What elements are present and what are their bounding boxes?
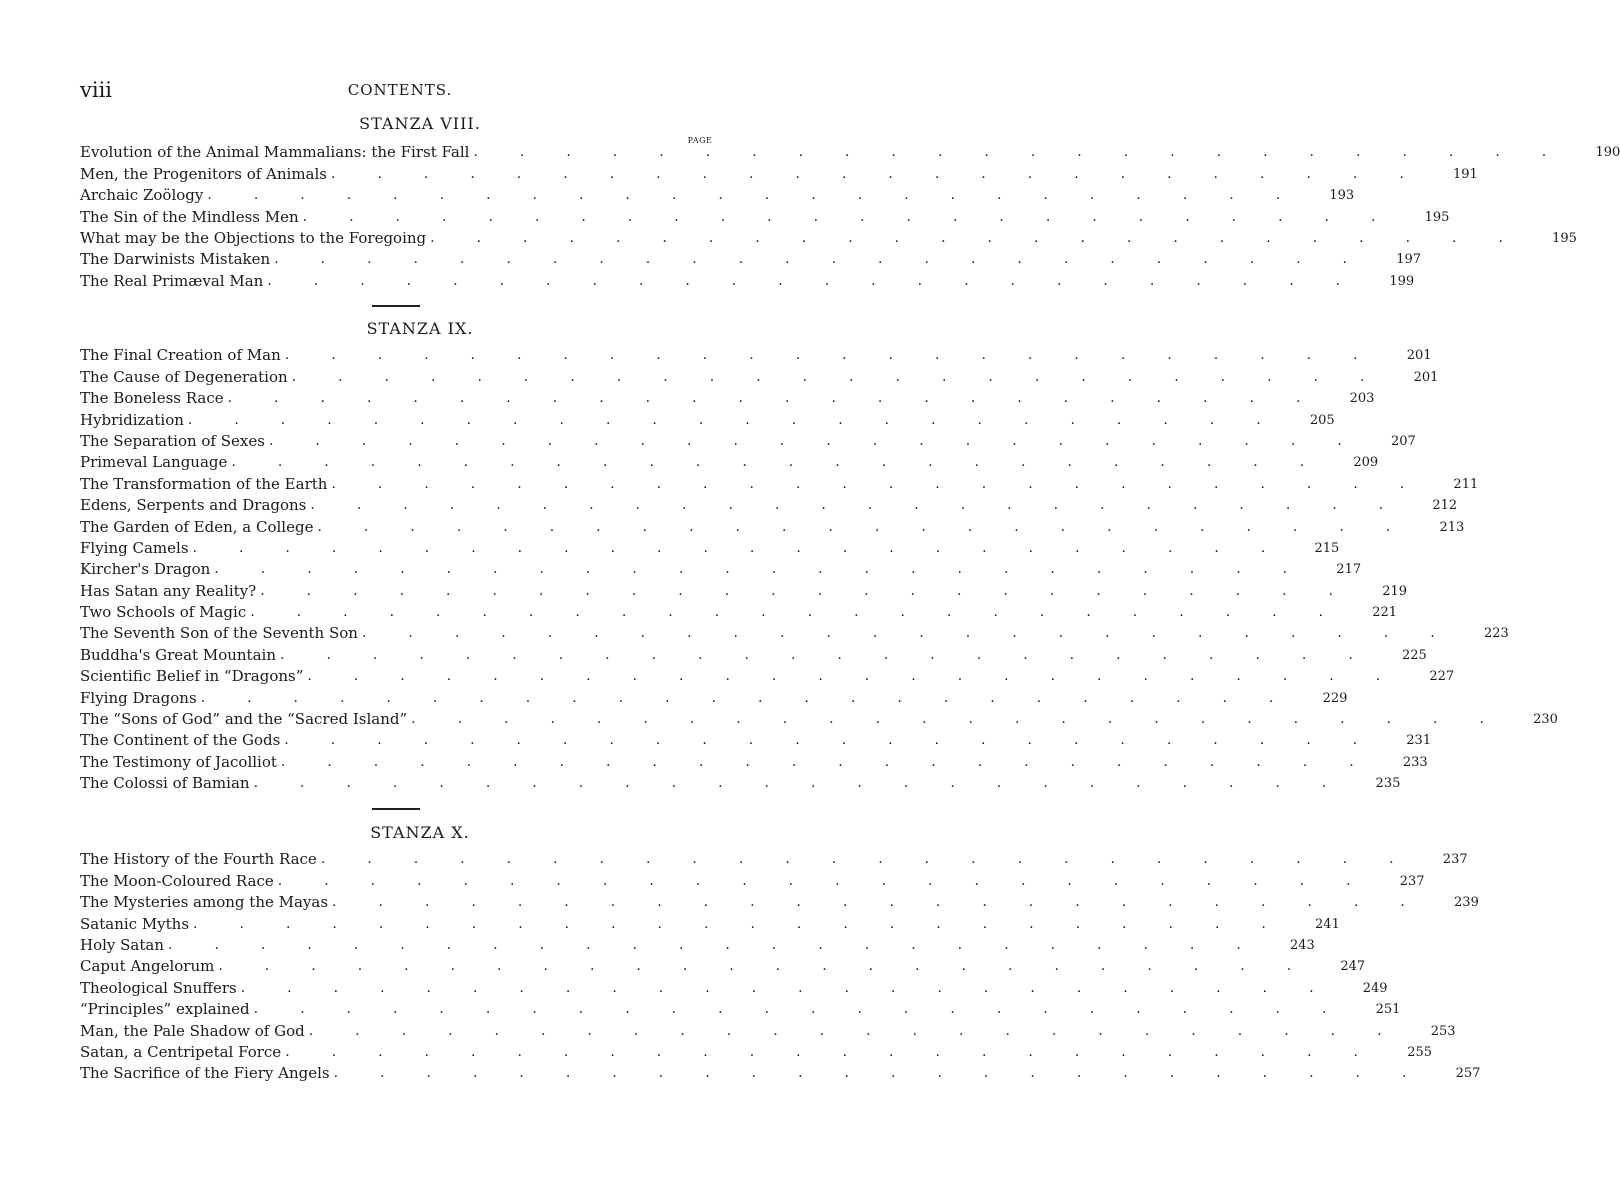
- toc-entry-title: The Boneless Race: [80, 389, 228, 408]
- toc-entry-title: The Mysteries among the Mayas: [80, 893, 332, 912]
- toc-entry-title: The Garden of Eden, a College: [80, 518, 317, 537]
- toc-entry-title: Satanic Myths: [80, 915, 193, 934]
- toc-entry-title: Men, the Progenitors of Animals: [80, 165, 331, 184]
- running-title: CONTENTS.: [347, 81, 453, 99]
- toc-entry-title: Holy Satan: [80, 936, 168, 955]
- toc-entry-page: 247: [1340, 959, 1366, 975]
- page-number: viii: [80, 78, 113, 102]
- dot-leader: ........................: [231, 454, 1347, 471]
- toc-entry-page: 215: [1314, 540, 1340, 556]
- toc-entry-page: 197: [1396, 252, 1422, 268]
- toc-entry-title: Flying Camels: [80, 539, 193, 558]
- toc-entry: [80, 494, 1458, 515]
- toc-entry-page: 191: [1452, 166, 1478, 182]
- toc-entry-title: Two Schools of Magic: [80, 603, 250, 622]
- dot-leader: ........................: [317, 518, 1433, 535]
- toc-entry: [80, 891, 1479, 912]
- toc-entry: [80, 998, 1401, 1019]
- dot-leader: ........................: [331, 475, 1447, 492]
- toc-entry-page: 193: [1329, 188, 1355, 204]
- toc-entry-title: The Testimony of Jacolliot: [80, 753, 281, 772]
- toc-entry-title: Buddha's Great Mountain: [80, 646, 280, 665]
- toc-entry-title: Satan, a Centripetal Force: [80, 1043, 285, 1062]
- toc-entry: [80, 558, 1362, 579]
- dot-leader: ........................: [193, 915, 1308, 932]
- toc-entry-page: 211: [1453, 476, 1479, 492]
- toc-entry: [80, 665, 1455, 686]
- toc-entry-page: 213: [1439, 519, 1465, 535]
- toc-entry-page: 205: [1309, 412, 1335, 428]
- toc-entry-page: 229: [1322, 690, 1348, 706]
- toc-entry: [80, 708, 1558, 729]
- toc-entry-title: The Moon-Coloured Race: [80, 872, 278, 891]
- toc-entry: [80, 686, 1348, 707]
- toc-entry-title: The Final Creation of Man: [80, 346, 285, 365]
- toc-entry-page: 209: [1353, 455, 1379, 471]
- toc-entry-title: Primeval Language: [80, 453, 231, 472]
- dot-leader: ........................: [302, 208, 1418, 225]
- dot-leader: ........................: [411, 711, 1526, 728]
- toc-entry: [80, 976, 1388, 997]
- toc-entry: [80, 515, 1465, 536]
- toc-entry-page: 253: [1430, 1023, 1456, 1039]
- toc-entry-page: 195: [1424, 209, 1450, 225]
- dot-leader: ........................: [253, 1001, 1369, 1018]
- dot-leader: ........................: [430, 229, 1545, 246]
- toc-entry-title: The Cause of Degeneration: [80, 368, 292, 387]
- toc-list: [80, 848, 1481, 1083]
- dot-leader: ........................: [253, 775, 1369, 792]
- toc-list: [80, 141, 1620, 291]
- toc-entry-title: What may be the Objections to the Foregoing: [80, 229, 430, 248]
- toc-entry-title: Theological Snuffers: [80, 979, 241, 998]
- toc-entry: [80, 772, 1401, 793]
- dot-leader: ........................: [240, 979, 1356, 996]
- toc-entry: [80, 934, 1315, 955]
- toc-entry-page: 217: [1336, 562, 1362, 578]
- dot-leader: ........................: [332, 894, 1447, 911]
- toc-entry-page: 235: [1375, 776, 1401, 792]
- toc-entry-title: The Sacrifice of the Fiery Angels: [80, 1064, 334, 1083]
- toc-entry-page: 230: [1533, 712, 1558, 728]
- toc-entry: [80, 344, 1432, 365]
- section-divider: [372, 305, 420, 307]
- toc-entry: [80, 1062, 1481, 1083]
- toc-entry: [80, 955, 1366, 976]
- dot-leader: ........................: [284, 347, 1400, 364]
- toc-entry-page: 237: [1442, 852, 1468, 868]
- toc-entry-page: 212: [1432, 498, 1458, 514]
- toc-entry-title: The Separation of Sexes: [80, 432, 269, 451]
- toc-entry-title: “Principles” explained: [80, 1000, 254, 1019]
- toc-entry: [80, 269, 1415, 290]
- toc-entry: [80, 601, 1398, 622]
- dot-leader: ........................: [473, 144, 1589, 161]
- toc-entry: [80, 205, 1450, 226]
- dot-leader: ........................: [192, 539, 1308, 556]
- dot-leader: ........................: [307, 668, 1423, 685]
- toc-entry-title: Archaic Zoölogy: [80, 186, 207, 205]
- toc-entry-title: Has Satan any Reality?: [80, 582, 260, 601]
- toc-entry: [80, 643, 1427, 664]
- toc-entry-title: The Real Primæval Man: [80, 272, 267, 291]
- toc-entry: [80, 729, 1432, 750]
- dot-leader: ........................: [250, 604, 1366, 621]
- dot-leader: ........................: [291, 368, 1407, 385]
- dot-leader: ........................: [260, 582, 1376, 599]
- toc-entry-page: 199: [1389, 273, 1415, 289]
- toc-entry: [80, 248, 1422, 269]
- toc-entry: [80, 227, 1577, 248]
- toc-entry: [80, 451, 1379, 472]
- dot-leader: ........................: [284, 732, 1400, 749]
- dot-leader: ........................: [168, 936, 1283, 953]
- toc-entry-page: 190: [1595, 145, 1620, 161]
- dot-leader: ........................: [280, 753, 1396, 770]
- toc-entry-title: The Continent of the Gods: [80, 731, 284, 750]
- toc-entry-page: 203: [1349, 391, 1375, 407]
- dot-leader: ........................: [333, 1065, 1449, 1082]
- dot-leader: ........................: [331, 165, 1446, 182]
- dot-leader: ........................: [285, 1043, 1401, 1060]
- toc-entry-title: The Seventh Son of the Seventh Son: [80, 624, 362, 643]
- toc-entry-page: 239: [1454, 895, 1479, 911]
- stanza-heading: STANZA VIII.: [359, 114, 481, 133]
- stanza-heading: STANZA IX.: [366, 319, 474, 338]
- dot-leader: ........................: [277, 872, 1393, 889]
- toc-entry: [80, 750, 1428, 771]
- toc-entry-page: 237: [1399, 873, 1425, 889]
- dot-leader: ........................: [280, 646, 1395, 663]
- toc-entry-title: The Transformation of the Earth: [80, 475, 331, 494]
- toc-entry-page: 207: [1390, 433, 1416, 449]
- dot-leader: ........................: [320, 851, 1436, 868]
- dot-leader: ........................: [274, 251, 1390, 268]
- toc-entry: [80, 408, 1335, 429]
- page-column-label: PAGE: [687, 136, 713, 145]
- toc-entry-page: 219: [1382, 583, 1408, 599]
- section-divider: [372, 808, 420, 810]
- toc-entry-page: 257: [1455, 1066, 1481, 1082]
- toc-entry-page: 223: [1483, 626, 1509, 642]
- toc-entry: [80, 184, 1355, 205]
- toc-entry-title: Man, the Pale Shadow of God: [80, 1022, 309, 1041]
- toc-entry: [80, 430, 1416, 451]
- toc-entry-title: Scientific Belief in “Dragons”: [80, 667, 307, 686]
- dot-leader: ........................: [268, 432, 1384, 449]
- dot-leader: ........................: [267, 272, 1383, 289]
- dot-leader: ........................: [361, 625, 1477, 642]
- toc-list: [80, 344, 1558, 793]
- toc-entry-page: 195: [1552, 230, 1577, 246]
- dot-leader: ........................: [310, 497, 1426, 514]
- dot-leader: ........................: [308, 1022, 1424, 1039]
- toc-entry: [80, 848, 1468, 869]
- dot-leader: ........................: [207, 187, 1323, 204]
- toc-entry-page: 231: [1406, 733, 1432, 749]
- toc-entry: [80, 162, 1478, 183]
- toc-entry-page: 233: [1402, 754, 1428, 770]
- toc-entry-title: The History of the Fourth Race: [80, 850, 321, 869]
- toc-entry-page: 249: [1362, 980, 1388, 996]
- toc-entry-page: 201: [1406, 348, 1432, 364]
- toc-entry-title: Kircher's Dragon: [80, 560, 214, 579]
- toc-entry-page: 201: [1413, 369, 1439, 385]
- toc-entry: [80, 579, 1408, 600]
- toc-entry-page: 227: [1429, 669, 1455, 685]
- toc-entry: [80, 1041, 1433, 1062]
- toc-entry: [80, 912, 1340, 933]
- toc-entry-page: 241: [1315, 916, 1340, 932]
- toc-entry: [80, 622, 1509, 643]
- toc-entry-title: Evolution of the Animal Mammalians: the First Fall: [80, 143, 473, 162]
- toc-entry-title: Hybridization: [80, 411, 188, 430]
- dot-leader: ........................: [218, 958, 1334, 975]
- stanza-heading: STANZA X.: [370, 823, 470, 842]
- toc-entry-page: 243: [1290, 937, 1315, 953]
- toc-entry-title: The Sin of the Mindless Men: [80, 208, 303, 227]
- toc-entry: [80, 869, 1425, 890]
- toc-entry-title: The Darwinists Mistaken: [80, 250, 274, 269]
- toc-entry-page: 255: [1407, 1044, 1433, 1060]
- toc-entry-page: 251: [1375, 1002, 1401, 1018]
- toc-entry-title: Edens, Serpents and Dragons: [80, 496, 310, 515]
- toc-entry: [80, 365, 1439, 386]
- toc-entry-title: Caput Angelorum: [80, 957, 218, 976]
- toc-entry: [80, 537, 1340, 558]
- toc-entry-page: 225: [1401, 647, 1427, 663]
- toc-entry-title: The “Sons of God” and the “Sacred Island”: [80, 710, 411, 729]
- toc-entry: [80, 472, 1479, 493]
- toc-entry-title: Flying Dragons: [80, 689, 201, 708]
- dot-leader: ........................: [227, 390, 1343, 407]
- toc-entry-page: 221: [1372, 605, 1398, 621]
- dot-leader: ........................: [200, 689, 1316, 706]
- dot-leader: ........................: [214, 561, 1330, 578]
- dot-leader: ........................: [187, 411, 1303, 428]
- toc-entry-title: The Colossi of Bamian: [80, 774, 254, 793]
- toc-entry: [80, 141, 1620, 162]
- page-header: [80, 78, 720, 102]
- toc-entry: [80, 387, 1375, 408]
- toc-entry: [80, 1019, 1456, 1040]
